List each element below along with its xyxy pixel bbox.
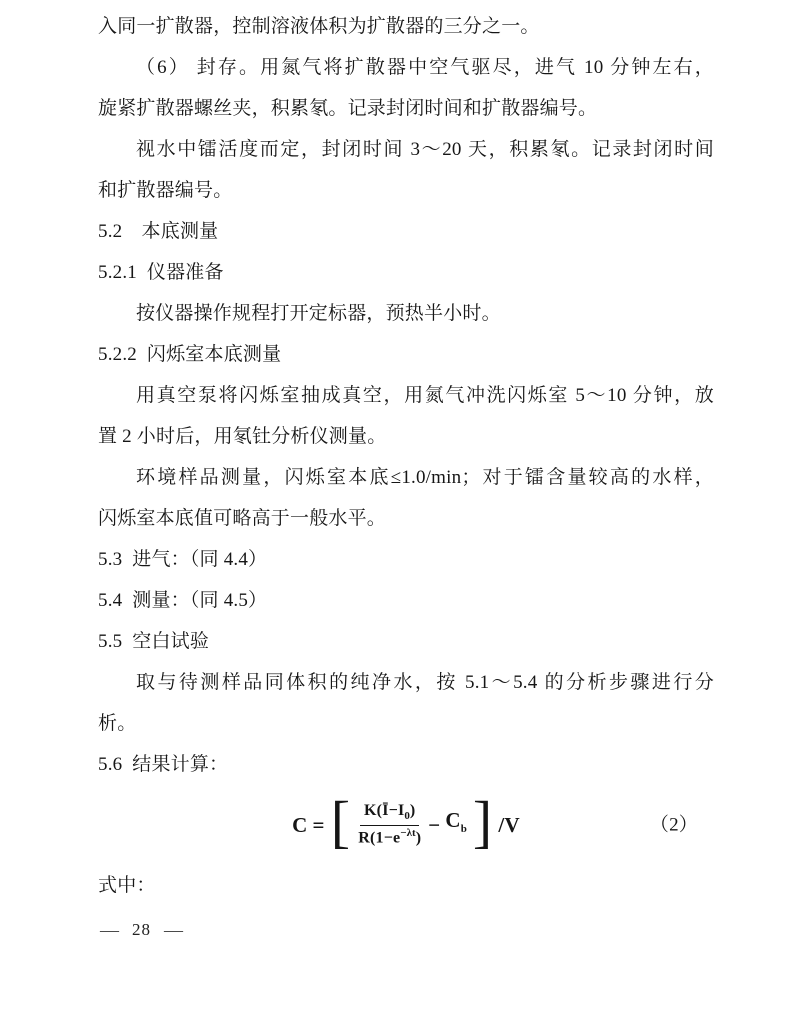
text-line: 析。	[98, 713, 137, 734]
formula-number: （2）	[649, 814, 698, 836]
section-heading: 5.2.1 仪器准备	[98, 262, 224, 283]
footer-right-dash: —	[164, 919, 183, 941]
equation: C = [ $\frac{K(Ī-I_0)}{R(1-e^{-\lambda t})}$ − $C_b$ ] /V	[292, 789, 520, 854]
section-heading: 5.6 结果计算：	[98, 754, 229, 775]
text-line: 环境样品测量，闪烁室本底≤1.0/min；对于镭含量较高的水样，	[136, 467, 714, 488]
text-line: 和扩散器编号。	[98, 180, 233, 201]
text-line: 按仪器操作规程打开定标器，预热半小时。	[136, 303, 501, 324]
formula	[98, 785, 714, 865]
formula-equals: =	[312, 812, 325, 837]
section-heading: 5.2.2 闪烁室本底测量	[98, 344, 282, 365]
formula-divisor: /V	[498, 812, 520, 837]
fraction-denominator: $R(1-e^{-\lambda t})$	[358, 827, 422, 847]
section-heading: 5.5 空白试验	[98, 631, 210, 652]
text-line: 旋紧扩散器螺丝夹，积累氡。记录封闭时间和扩散器编号。	[98, 98, 598, 119]
text-line: 置 2 小时后，用氡钍分析仪测量。	[98, 426, 387, 447]
section-heading: 5.3 进气：（同 4.4）	[98, 549, 268, 570]
page-number: 28	[132, 920, 151, 939]
section-heading: 5.2 本底测量	[98, 221, 219, 242]
footer	[100, 920, 183, 940]
text-line: 视水中镭活度而定，封闭时间 3～20 天，积累氡。记录封闭时间	[136, 139, 714, 160]
text-lines	[98, 6, 714, 785]
page-content	[98, 6, 714, 906]
text-line: 取与待测样品同体积的纯净水，按 5.1～5.4 的分析步骤进行分	[136, 672, 714, 693]
text-line: 闪烁室本底值可略高于一般水平。	[98, 508, 387, 529]
formula-lhs: C	[292, 812, 308, 837]
formula-minus: −	[428, 812, 441, 837]
footer-left-dash: —	[100, 919, 119, 941]
fraction-numerator: $K(Ī-I_0)$	[360, 801, 419, 826]
text-line: 用真空泵将闪烁室抽成真空，用氮气冲洗闪烁室 5～10 分钟，放	[136, 385, 714, 406]
formula-cb-term: $C_b$	[445, 807, 467, 836]
text-line: （6） 封存。用氮气将扩散器中空气驱尽，进气 10 分钟左右，	[136, 57, 714, 78]
formula-fraction	[358, 801, 421, 848]
text-line: 入同一扩散器，控制溶液体积为扩散器的三分之一。	[98, 16, 540, 37]
text-line: 式中：	[98, 875, 156, 896]
section-heading: 5.4 测量：（同 4.5）	[98, 590, 268, 611]
